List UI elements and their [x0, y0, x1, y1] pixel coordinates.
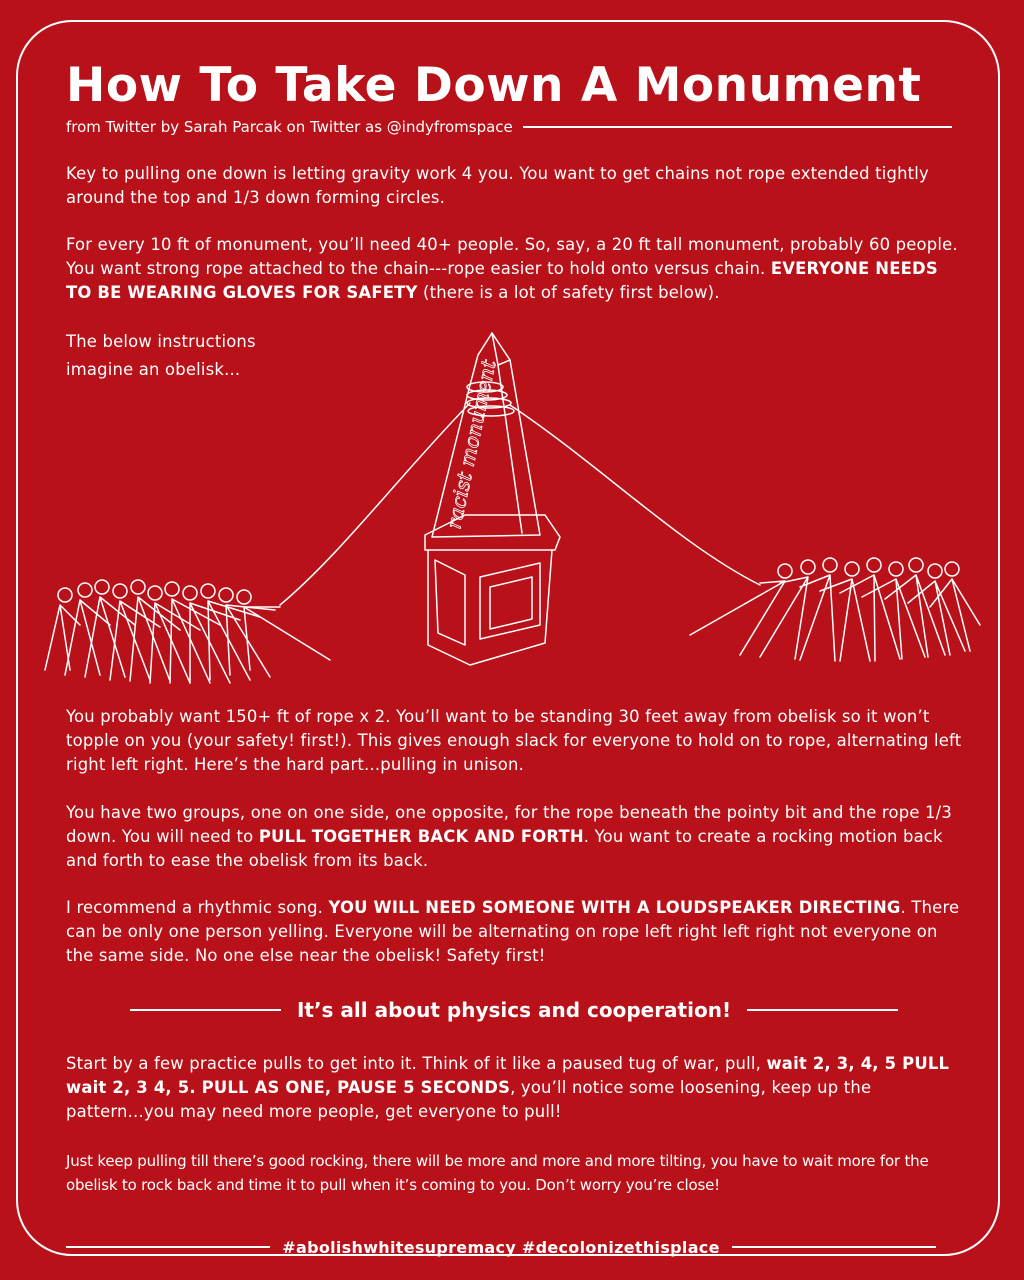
paragraph-chains: Key to pulling one down is letting gravity work 4 you. You want to get chains not rope extended tightly around the top and 1/3 down forming circles.: [66, 164, 929, 207]
page-title: How To Take Down A Monument: [66, 58, 922, 113]
paragraph-two-groups: [66, 801, 966, 873]
footer-hashtags: #abolishwhitesupremacy #decolonizethisplace: [282, 1237, 720, 1257]
obelisk-icon: [432, 333, 540, 537]
paragraph-two-groups-text: You have two groups, one on one side, one opposite, for the rope beneath the pointy bit and the rope 1/3 down. You will need to: [66, 803, 953, 846]
paragraph-people-emphasis: EVERYONE NEEDS TO BE WEARING GLOVES FOR SAFETY: [66, 259, 938, 302]
paragraph-people-text: For every 10 ft of monument, you’ll need 40+ people. So, say, a 20 ft tall monument, probably 60 people. You want strong rope attached to the chain---rope easier to hold onto versus chain.: [66, 235, 958, 278]
rope-right: [510, 405, 760, 585]
paragraph-people: [66, 233, 966, 305]
paragraph-practice: [66, 1052, 966, 1124]
paragraph-rope-length: You probably want 150+ ft of rope x 2. You’ll want to be standing 30 feet away from obelisk so it won’t topple on you (your safety! first!). This gives enough slack for everyone to hold on to rope, alternating left right left right. Here’s the hard part...pulling in unison.: [66, 707, 962, 774]
footer-line-left: [66, 1246, 270, 1248]
left-pullers-icon: [45, 580, 330, 683]
divider-line-left: [130, 1009, 281, 1011]
paragraph-song-text: I recommend a rhythmic song.: [66, 898, 329, 917]
monument-label: racist monument: [441, 357, 501, 532]
footer: [66, 1234, 936, 1260]
divider-line-right: [747, 1009, 898, 1011]
paragraph-keep-pulling: Just keep pulling till there’s good rocking, there will be more and more and more tilting, you have to wait more for the obelisk to rock back and time it to pull when it’s coming to you. Don’t worry you’re close!: [66, 1152, 929, 1194]
subtitle-row: [66, 116, 952, 138]
paragraph-practice-text: Start by a few practice pulls to get into it. Think of it like a paused tug of war, pull,: [66, 1054, 767, 1073]
paragraph-practice-emphasis: wait 2, 3, 4, 5 PULL wait 2, 3 4, 5. PULL AS ONE, PAUSE 5 SECONDS: [66, 1054, 950, 1097]
subtitle: from Twitter by Sarah Parcak on Twitter as @indyfromspace: [66, 118, 513, 136]
obelisk-pulled-by-ropes-icon: [40, 325, 990, 695]
paragraph-people-tail: (there is a lot of safety first below).: [417, 283, 720, 302]
paragraph-obelisk-intro: The below instructions imagine an obelisk...: [66, 332, 256, 379]
subtitle-rule: [523, 126, 952, 128]
rope-left: [280, 403, 470, 605]
right-pullers-icon: [690, 558, 980, 661]
paragraph-song-emphasis: YOU WILL NEED SOMEONE WITH A LOUDSPEAKER DIRECTING: [328, 898, 901, 917]
divider-heading: It’s all about physics and cooperation!: [296, 998, 732, 1022]
section-divider: [130, 995, 898, 1025]
paragraph-song: [66, 896, 966, 968]
paragraph-two-groups-emphasis: PULL TOGETHER BACK AND FORTH: [258, 827, 584, 846]
paragraph-song-tail: . There can be only one person yelling. Everyone will be alternating on rope left right left right not everyone on the same side. No one else near the obelisk! Safety first!: [66, 898, 960, 965]
paragraph-two-groups-tail: . You want to create a rocking motion back and forth to ease the obelisk from its back.: [66, 827, 943, 870]
paragraph-practice-tail: , you’ll notice some loosening, keep up the pattern...you may need more people, get everyone to pull!: [66, 1078, 872, 1121]
footer-line-right: [732, 1246, 936, 1248]
